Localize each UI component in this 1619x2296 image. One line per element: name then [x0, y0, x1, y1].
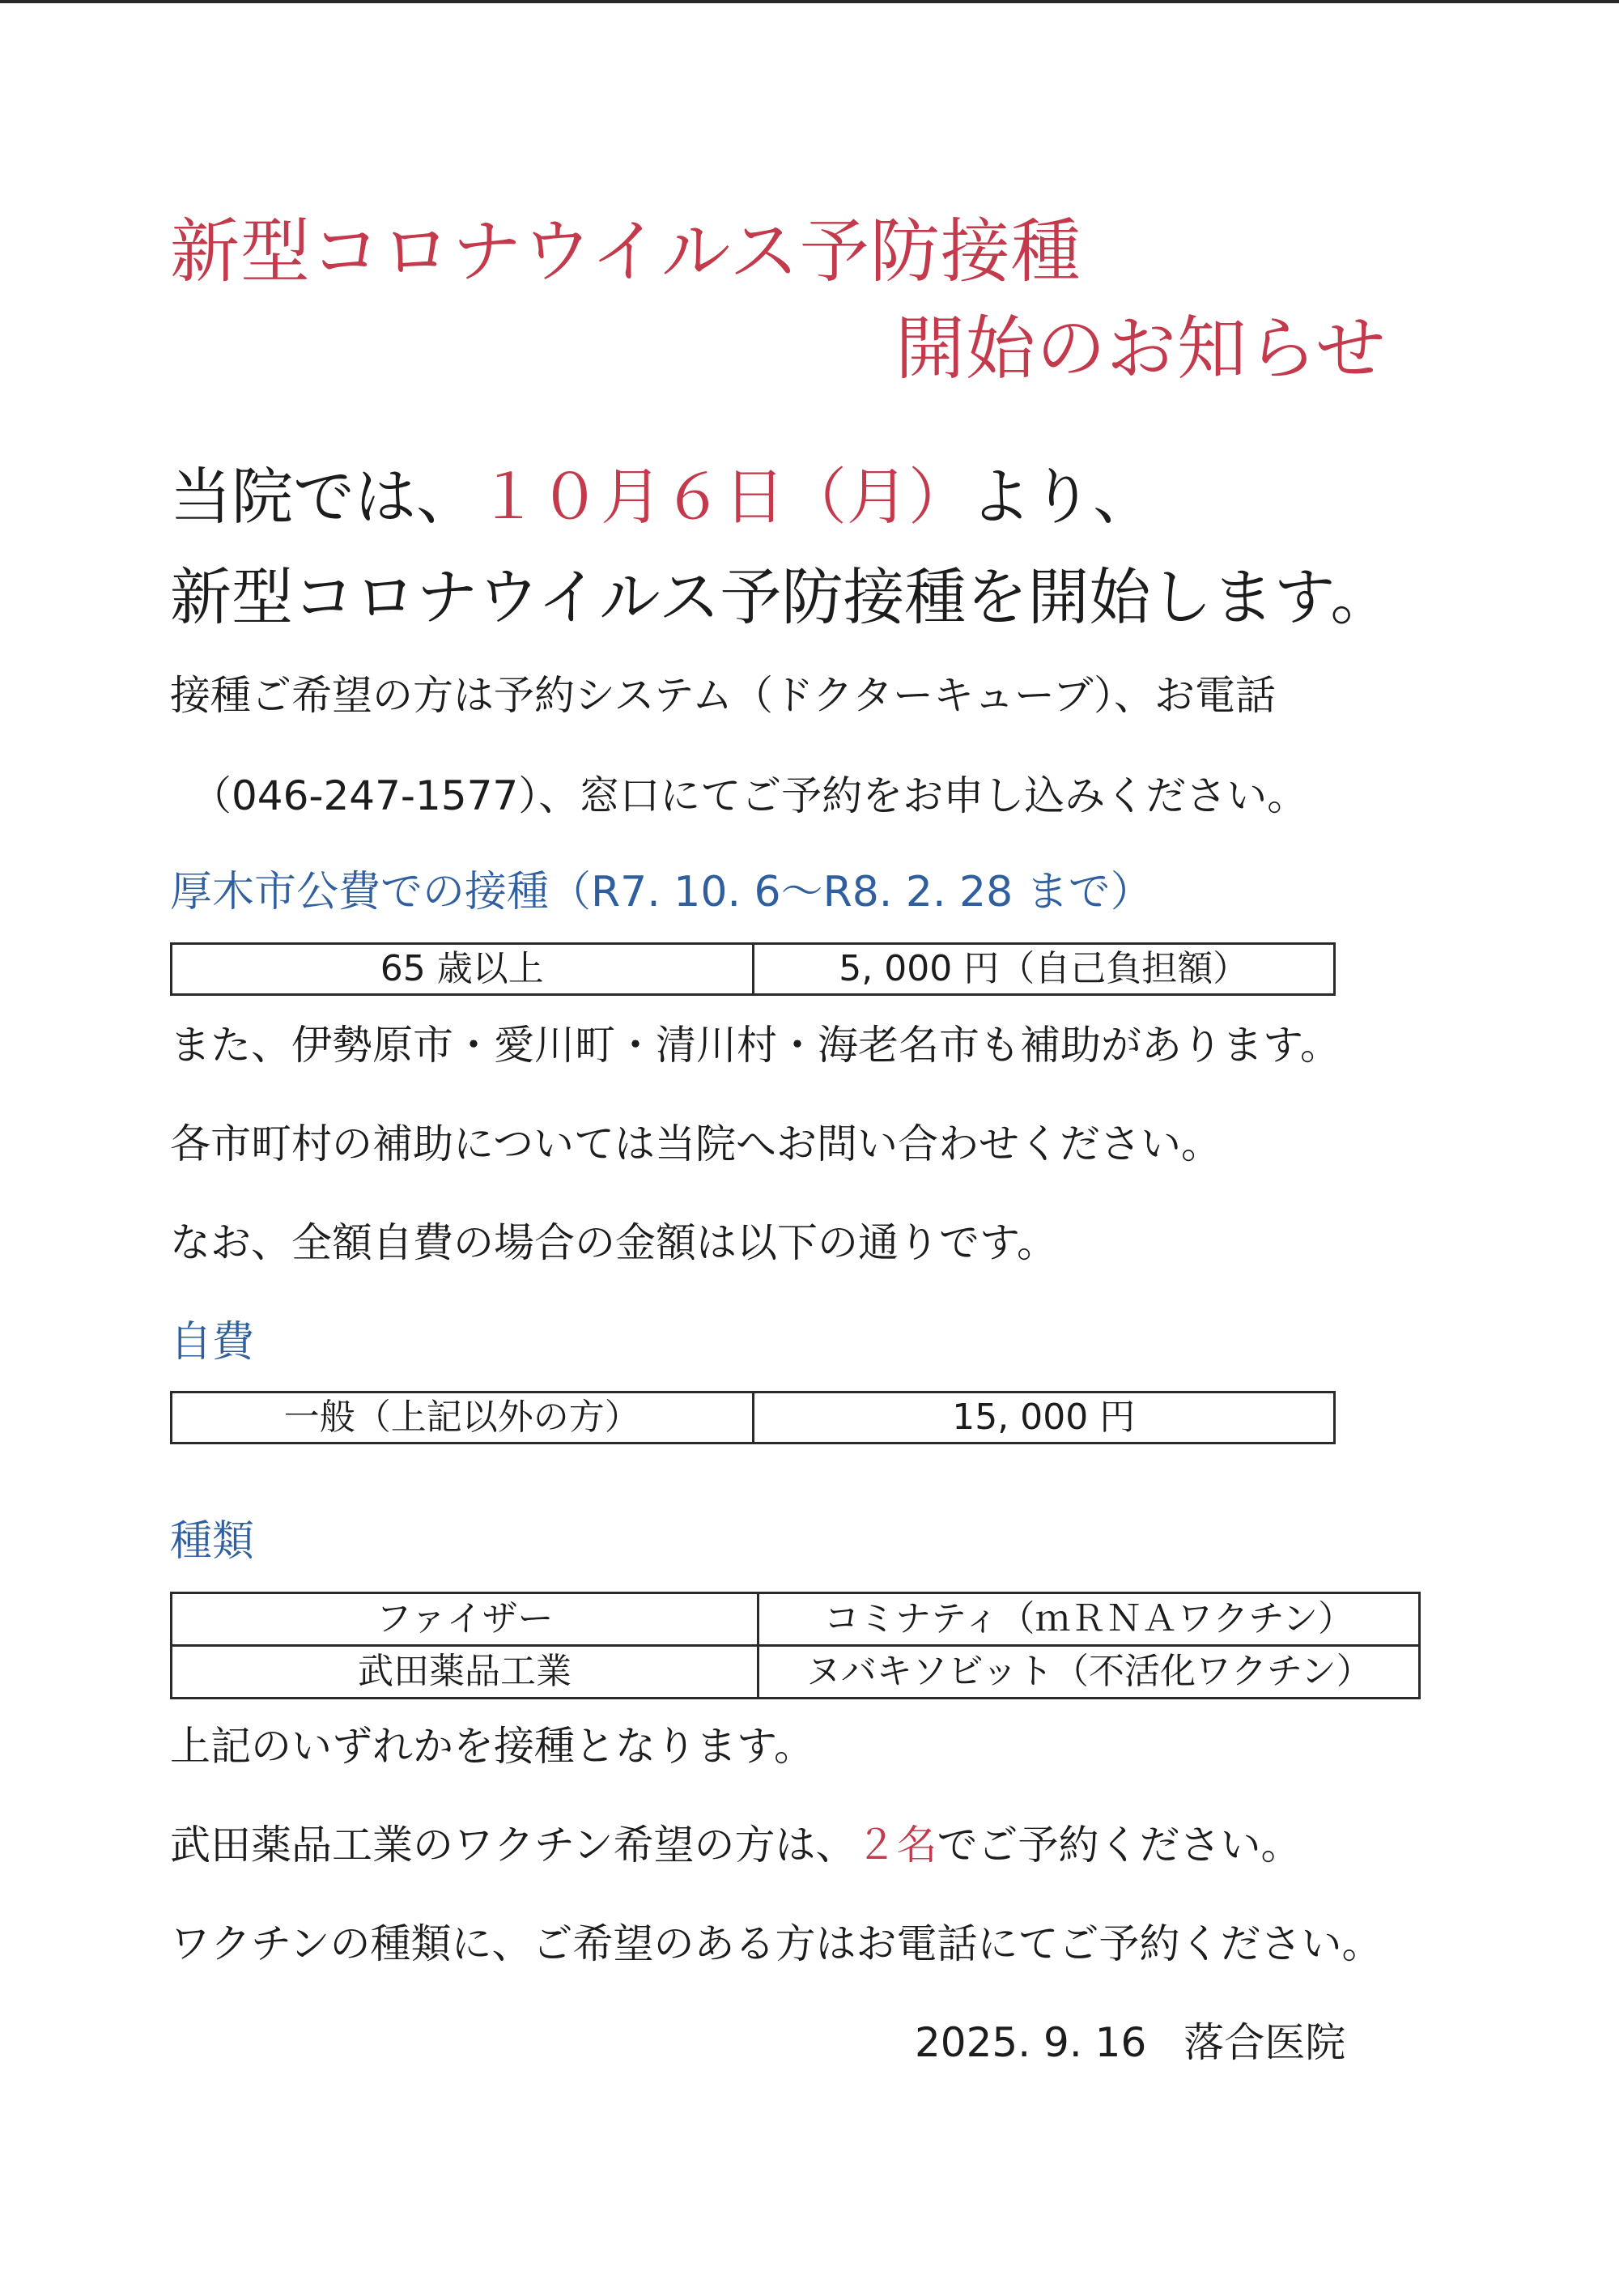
reservation-count: ２名 [856, 1822, 937, 1869]
closing-line-1: 上記のいずれかを接種となります。 [170, 1723, 814, 1770]
lead-start-date-line [170, 461, 1154, 533]
table-row [172, 1392, 1335, 1444]
vaccine-product-cell: コミナティ（ｍＲＮＡワクチン） [759, 1593, 1420, 1646]
table-row [172, 1593, 1420, 1646]
self-pay-price-cell: 15, 000 円 [753, 1392, 1335, 1444]
notes-line-2: 各市町村の補助については当院へお問い合わせください。 [170, 1120, 1222, 1167]
vaccine-types-table [170, 1592, 1421, 1699]
reservation-text-line-1: 接種ご希望の方は予約システム（ドクターキューブ）、お電話 [170, 672, 1276, 719]
subsidy-target-cell: 65 歳以上 [172, 944, 754, 995]
clinic-name: 落合医院 [1183, 2019, 1346, 2066]
notice-title-line-1: 新型コロナウイルス予防接種 [170, 211, 1081, 292]
notes-line-1: また、伊勢原市・愛川町・清川村・海老名市も補助があります。 [170, 1022, 1341, 1069]
vaccine-types-heading: 種類 [170, 1517, 255, 1566]
self-pay-table [170, 1391, 1336, 1444]
self-pay-target-cell: 一般（上記以外の方） [172, 1392, 754, 1444]
public-subsidy-heading: 厚木市公費での接種（R7. 10. 6～R8. 2. 28 まで） [170, 868, 1153, 916]
signature [915, 2019, 1346, 2066]
top-border-line [0, 0, 1619, 3]
reservation-text-line-2: （046-247-1577）、窓口にてご予約をお申し込みください。 [191, 772, 1308, 819]
lead-announcement-line: 新型コロナウイルス予防接種を開始します。 [170, 561, 1392, 633]
closing-line-2 [170, 1822, 1302, 1869]
start-date: １０月６日（月） [478, 461, 970, 533]
closing-line-2-suffix: でご予約ください。 [937, 1822, 1302, 1869]
closing-line-2-prefix: 武田薬品工業のワクチン希望の方は、 [170, 1822, 856, 1869]
table-row [172, 944, 1335, 995]
table-row [172, 1646, 1420, 1699]
notes-line-3: なお、全額自費の場合の金額は以下の通りです。 [170, 1219, 1057, 1266]
vaccine-maker-cell: 武田薬品工業 [172, 1646, 759, 1699]
lead-suffix: より、 [970, 461, 1154, 533]
lead-prefix: 当院では、 [170, 461, 478, 533]
vaccine-product-cell: ヌバキソビット（不活化ワクチン） [759, 1646, 1420, 1699]
notice-date: 2025. 9. 16 [915, 2019, 1147, 2066]
public-subsidy-table [170, 942, 1336, 996]
vaccine-maker-cell: ファイザー [172, 1593, 759, 1646]
closing-line-3: ワクチンの種類に、ご希望のある方はお電話にてご予約ください。 [170, 1920, 1383, 1967]
self-pay-heading: 自費 [170, 1318, 255, 1367]
subsidy-price-cell: 5, 000 円（自己負担額） [753, 944, 1335, 995]
notice-title-line-2: 開始のお知らせ [895, 308, 1387, 389]
